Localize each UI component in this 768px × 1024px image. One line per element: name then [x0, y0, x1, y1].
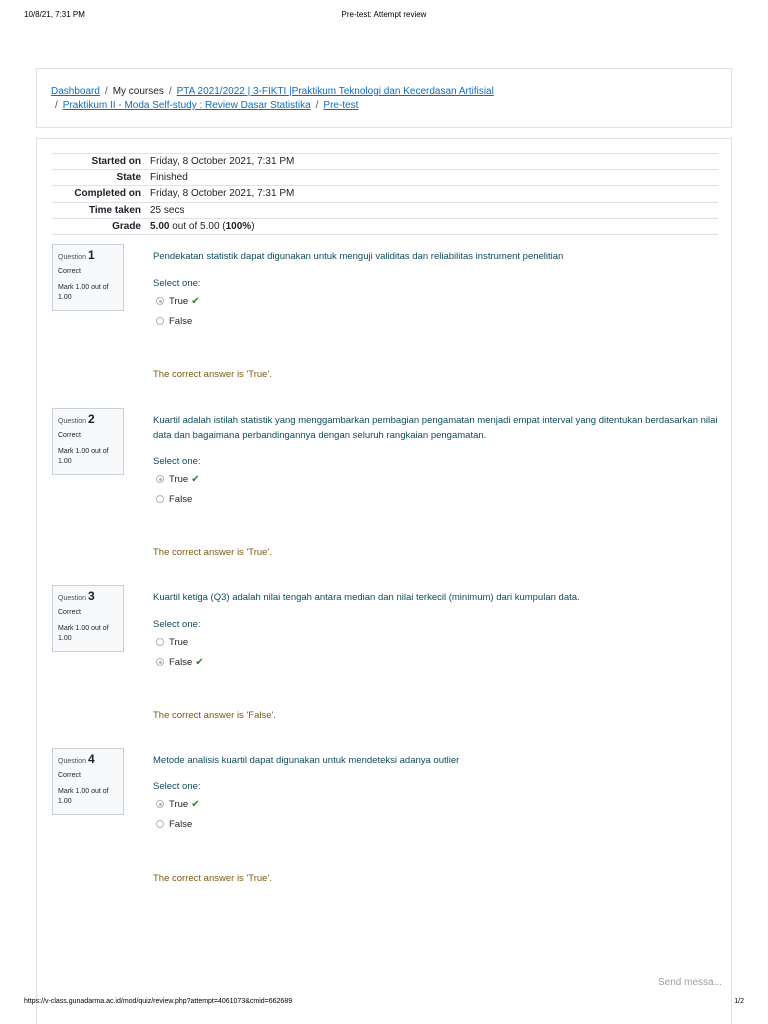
started-on-label: Started on: [91, 156, 141, 168]
question-text: Metode analisis kuartil dapat digunakan untuk mendeteksi adanya outlier: [153, 755, 460, 766]
grade-score: 5.00: [150, 220, 170, 232]
time-taken-label: Time taken: [88, 204, 141, 216]
state-label: State: [116, 172, 141, 184]
breadcrumb-line-2: [51, 99, 717, 113]
question-state: Correct: [58, 609, 81, 616]
question-body: [153, 585, 720, 721]
print-header: [24, 10, 744, 22]
breadcrumb-quiz-link[interactable]: Pre-test: [323, 100, 359, 111]
select-one-label: Select one:: [153, 781, 201, 792]
radio-true[interactable]: [156, 475, 164, 483]
grade-percent: 100%: [225, 220, 252, 232]
question-number: 2: [87, 412, 95, 426]
print-page-title: Pre-test: Attempt review: [341, 10, 427, 19]
print-footer: [24, 998, 744, 1010]
summary-row-grade: [52, 218, 718, 234]
breadcrumb-separator: /: [55, 100, 58, 111]
completed-on-label: Completed on: [74, 188, 141, 200]
breadcrumb-dashboard-link[interactable]: Dashboard: [51, 86, 100, 97]
breadcrumb-separator: /: [168, 86, 172, 97]
question-info: [52, 244, 124, 311]
grade-close: ): [251, 220, 255, 232]
radio-true[interactable]: [156, 297, 164, 305]
grade-out-of: out of 5.00 (: [169, 220, 226, 232]
radio-false[interactable]: [156, 495, 164, 503]
question-state: Correct: [58, 268, 81, 275]
check-icon: ✔: [195, 656, 204, 668]
option-true-label: True: [169, 295, 189, 307]
time-taken-value: 25 secs: [150, 204, 185, 216]
question-state: Correct: [58, 432, 81, 439]
breadcrumb-separator: /: [315, 100, 319, 111]
started-on-value: Friday, 8 October 2021, 7:31 PM: [150, 156, 295, 168]
question-state: Correct: [58, 772, 81, 779]
grade-label: Grade: [112, 220, 141, 232]
question-label: Question: [58, 254, 87, 261]
question-text: Pendekatan statistik dapat digunakan untuk menguji validitas dan reliabilitas instrument penelitian: [153, 251, 564, 262]
radio-false[interactable]: [156, 317, 164, 325]
question-mark: Mark 1.00 out of 1.00: [58, 788, 109, 805]
option-true-label: True: [169, 636, 189, 648]
option-true[interactable]: [153, 632, 720, 652]
radio-false[interactable]: [156, 658, 164, 666]
radio-true[interactable]: [156, 800, 164, 808]
option-true[interactable]: [153, 469, 720, 489]
radio-true[interactable]: [156, 638, 164, 646]
option-true[interactable]: [153, 794, 720, 814]
breadcrumb: [36, 68, 732, 128]
option-true-label: True: [169, 798, 189, 810]
option-true-label: True: [169, 473, 189, 485]
send-message-button[interactable]: Send messa...: [658, 977, 722, 988]
question-body: [153, 244, 720, 380]
summary-row-state: [52, 170, 718, 186]
question-info: [52, 748, 124, 815]
option-false-label: False: [169, 315, 193, 327]
question-text: Kuartil adalah istilah statistik yang menggambarkan pembagian pengamatan menjadi empat interval yang ditentukan berdasarkan nilai data dan bagaimana perbandingannya dengan seluruh rangkaian pengamatan.: [153, 415, 718, 441]
summary-row-completed: [52, 186, 718, 202]
print-url: https://v-class.gunadarma.ac.id/mod/quiz/review.php?attempt=4061073&cmid=662689: [24, 998, 293, 1005]
option-false[interactable]: [153, 489, 720, 509]
breadcrumb-my-courses: My courses: [112, 86, 164, 97]
question-body: [153, 408, 720, 558]
question-body: [153, 748, 720, 884]
question-label: Question: [58, 758, 87, 765]
correct-answer-feedback: The correct answer is 'True'.: [153, 369, 272, 380]
question-number: 3: [87, 589, 95, 603]
attempt-summary-table: [52, 153, 718, 235]
correct-answer-feedback: The correct answer is 'False'.: [153, 710, 276, 721]
question-info: [52, 408, 124, 475]
check-icon: ✔: [191, 798, 200, 810]
option-false[interactable]: [153, 652, 720, 672]
select-one-label: Select one:: [153, 456, 201, 467]
check-icon: ✔: [191, 473, 200, 485]
option-false-label: False: [169, 493, 193, 505]
question-info: [52, 585, 124, 652]
option-false-label: False: [169, 818, 193, 830]
question-label: Question: [58, 595, 87, 602]
breadcrumb-line-1: [51, 85, 717, 99]
option-true[interactable]: [153, 291, 720, 311]
correct-answer-feedback: The correct answer is 'True'.: [153, 547, 272, 558]
question-mark: Mark 1.00 out of 1.00: [58, 625, 109, 642]
print-page-number: 1/2: [734, 998, 744, 1005]
option-false-label: False: [169, 656, 193, 668]
option-false[interactable]: [153, 814, 720, 834]
correct-answer-feedback: The correct answer is 'True'.: [153, 873, 272, 884]
check-icon: ✔: [191, 295, 200, 307]
summary-row-started: [52, 154, 718, 170]
print-datetime: 10/8/21, 7:31 PM: [24, 10, 85, 19]
question-number: 4: [87, 752, 95, 766]
question-mark: Mark 1.00 out of 1.00: [58, 448, 109, 465]
radio-false[interactable]: [156, 820, 164, 828]
question-label: Question: [58, 418, 87, 425]
breadcrumb-course-link[interactable]: PTA 2021/2022 | 3-FIKTI |Praktikum Teknologi dan Kecerdasan Artifisial: [176, 86, 494, 97]
summary-row-time: [52, 202, 718, 218]
quiz-review-card: [36, 138, 732, 1024]
state-value: Finished: [150, 172, 188, 184]
breadcrumb-separator: /: [104, 86, 108, 97]
completed-on-value: Friday, 8 October 2021, 7:31 PM: [150, 188, 295, 200]
breadcrumb-section-link[interactable]: Praktikum II - Moda Self-study : Review Dasar Statistika: [62, 100, 311, 111]
question-mark: Mark 1.00 out of 1.00: [58, 284, 109, 301]
grade-value: [150, 218, 718, 234]
question-number: 1: [87, 248, 95, 262]
select-one-label: Select one:: [153, 619, 201, 630]
question-text: Kuartil ketiga (Q3) adalah nilai tengah antara median dan nilai terkecil (minimum) dari kumpulan data.: [153, 592, 580, 603]
select-one-label: Select one:: [153, 278, 201, 289]
option-false[interactable]: [153, 311, 720, 331]
